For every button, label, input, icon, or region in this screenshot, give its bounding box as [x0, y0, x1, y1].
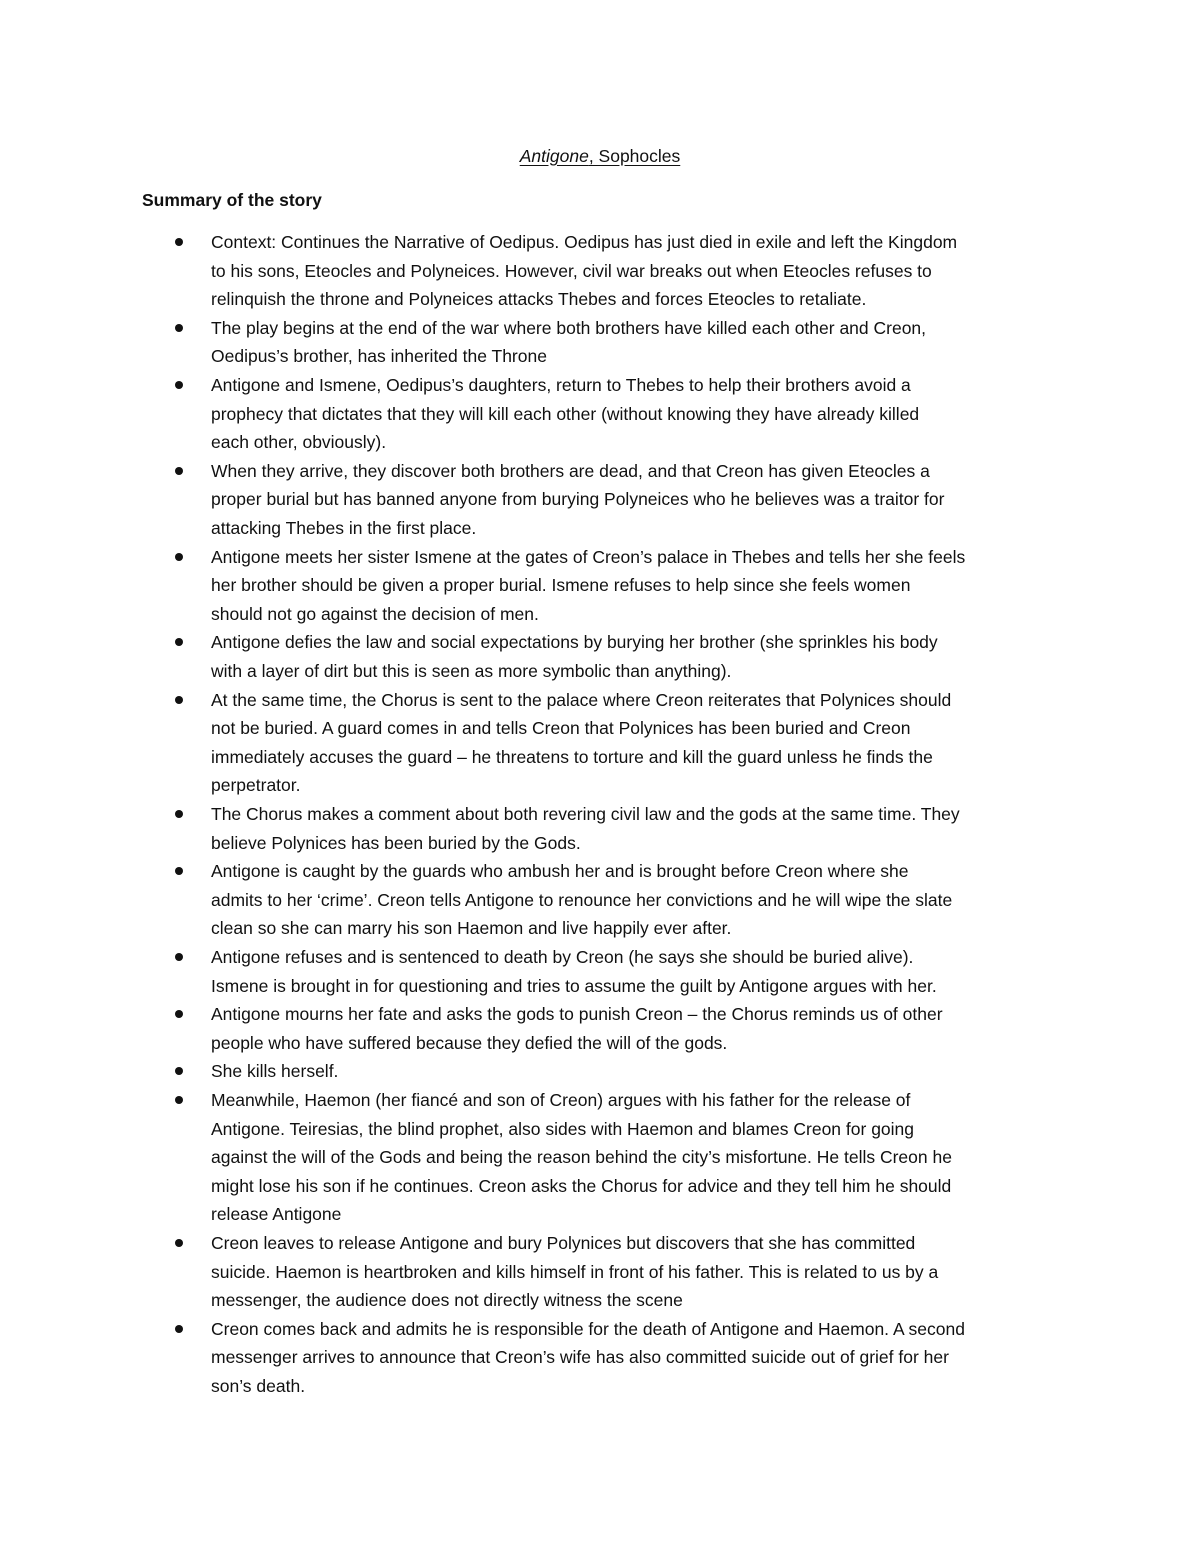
- bullet-point-icon: [175, 553, 183, 561]
- bullet-text-line: should not go against the decision of men.: [211, 603, 539, 624]
- bullet-text-line: Antigone mourns her fate and asks the gods to punish Creon – the Chorus reminds us of other: [211, 1004, 943, 1025]
- bullet-text-line: Antigone. Teiresias, the blind prophet, also sides with Haemon and blames Creon for going: [211, 1118, 915, 1139]
- title-work: Antigone: [519, 146, 589, 166]
- bullet-text-line: Antigone and Ismene, Oedipus’s daughters, return to Thebes to help their brothers avoid a: [211, 375, 911, 395]
- bullet-point-icon: [175, 696, 183, 704]
- bullet-text-line: Antigone is caught by the guards who ambush her and is brought before Creon where she: [211, 861, 909, 882]
- bullet-point-icon: [175, 467, 183, 475]
- bullet-text-line: attacking Thebes in the first place.: [211, 518, 477, 538]
- bullet-point-icon: [175, 1325, 183, 1333]
- bullet-text-line: Antigone meets her sister Ismene at the gates of Creon’s palace in Thebes and tells her she feels: [211, 546, 966, 567]
- bullet-text-line: Ismene is brought in for questioning and tries to assume the guilt by Antigone argues with her.: [211, 975, 937, 996]
- bullet-text-line: suicide. Haemon is heartbroken and kills himself in front of his father. This is related to us by a: [211, 1261, 939, 1282]
- bullet-point-icon: [175, 381, 183, 389]
- bullet-text-line: Oedipus’s brother, has inherited the Throne: [211, 346, 547, 367]
- bullet-text-line: messenger, the audience does not directly witness the scene: [211, 1290, 683, 1311]
- bullet-text-line: Meanwhile, Haemon (her fiancé and son of Creon) argues with his father for the release of: [211, 1090, 911, 1110]
- bullet-text-line: each other, obviously).: [211, 432, 387, 453]
- bullet-text-line: against the will of the Gods and being the reason behind the city’s misfortune. He tells Creon he: [211, 1147, 952, 1168]
- bullet-text-line: relinquish the throne and Polyneices attacks Thebes and forces Eteocles to retaliate.: [211, 289, 867, 310]
- bullet-text-line: The play begins at the end of the war where both brothers have killed each other and Creon,: [211, 317, 927, 338]
- bullet-text-line: Context: Continues the Narrative of Oedipus. Oedipus has just died in exile and left the Kingdom: [211, 232, 958, 252]
- bullet-text-line: with a layer of dirt but this is seen as more symbolic than anything).: [211, 661, 732, 681]
- bullet-text-line: son’s death.: [211, 1376, 306, 1396]
- bullet-text-line: She kills herself.: [211, 1061, 339, 1082]
- bullet-text-line: believe Polynices has been buried by the Gods.: [211, 832, 581, 853]
- bullet-text-line: messenger arrives to announce that Creon’s wife has also committed suicide out of grief for her: [211, 1347, 949, 1368]
- bullet-point-icon: [175, 1010, 183, 1018]
- bullet-text-line: might lose his son if he continues. Creon asks the Chorus for advice and they tell him he should: [211, 1175, 952, 1196]
- bullet-point-icon: [175, 810, 183, 818]
- bullet-text-line: Antigone defies the law and social expectations by burying her brother (she sprinkles his body: [211, 632, 938, 653]
- bullet-point-icon: [175, 1096, 183, 1104]
- bullet-point-icon: [175, 638, 183, 646]
- bullet-point-icon: [175, 1067, 183, 1075]
- bullet-text-line: Creon leaves to release Antigone and bury Polynices but discovers that she has committed: [211, 1233, 916, 1253]
- bullet-point-icon: [175, 953, 183, 961]
- bullet-text-line: perpetrator.: [211, 775, 301, 796]
- bullet-text-line: clean so she can marry his son Haemon and live happily ever after.: [211, 918, 732, 939]
- bullet-text-line: At the same time, the Chorus is sent to the palace where Creon reiterates that Polynices should: [211, 689, 952, 710]
- bullet-text-line: prophecy that dictates that they will kill each other (without knowing they have already killed: [211, 403, 920, 424]
- bullet-text-line: people who have suffered because they defied the will of the gods.: [211, 1032, 728, 1053]
- bullet-text-line: admits to her ‘crime’. Creon tells Antigone to renounce her convictions and he will wipe the slate: [211, 889, 953, 910]
- bullet-point-icon: [175, 1239, 183, 1247]
- bullet-text-line: Creon comes back and admits he is responsible for the death of Antigone and Haemon. A second: [211, 1318, 965, 1339]
- bullet-text-line: not be buried. A guard comes in and tells Creon that Polynices has been buried and Creon: [211, 718, 911, 739]
- bullet-point-icon: [175, 238, 183, 246]
- bullet-text-line: to his sons, Eteocles and Polyneices. However, civil war breaks out when Eteocles refuses to: [211, 260, 932, 281]
- section-heading: Summary of the story: [142, 190, 322, 210]
- bullet-text-line: immediately accuses the guard – he threatens to torture and kill the guard unless he finds the: [211, 746, 933, 767]
- bullet-point-icon: [175, 324, 183, 332]
- title-author: , Sophocles: [588, 146, 681, 166]
- bullet-text-line: proper burial but has banned anyone from burying Polyneices who he believes was a traitor for: [211, 489, 945, 510]
- document-title: [0, 142, 1200, 170]
- bullet-text-line: her brother should be given a proper burial. Ismene refuses to help since she feels women: [211, 575, 911, 596]
- bullet-text-line: Antigone refuses and is sentenced to death by Creon (he says she should be buried alive).: [211, 947, 914, 967]
- bullet-text-line: The Chorus makes a comment about both revering civil law and the gods at the same time. They: [211, 804, 960, 824]
- bullet-text-line: When they arrive, they discover both brothers are dead, and that Creon has given Eteocles a: [211, 460, 930, 481]
- bullet-text-line: release Antigone: [211, 1204, 342, 1225]
- bullet-point-icon: [175, 867, 183, 875]
